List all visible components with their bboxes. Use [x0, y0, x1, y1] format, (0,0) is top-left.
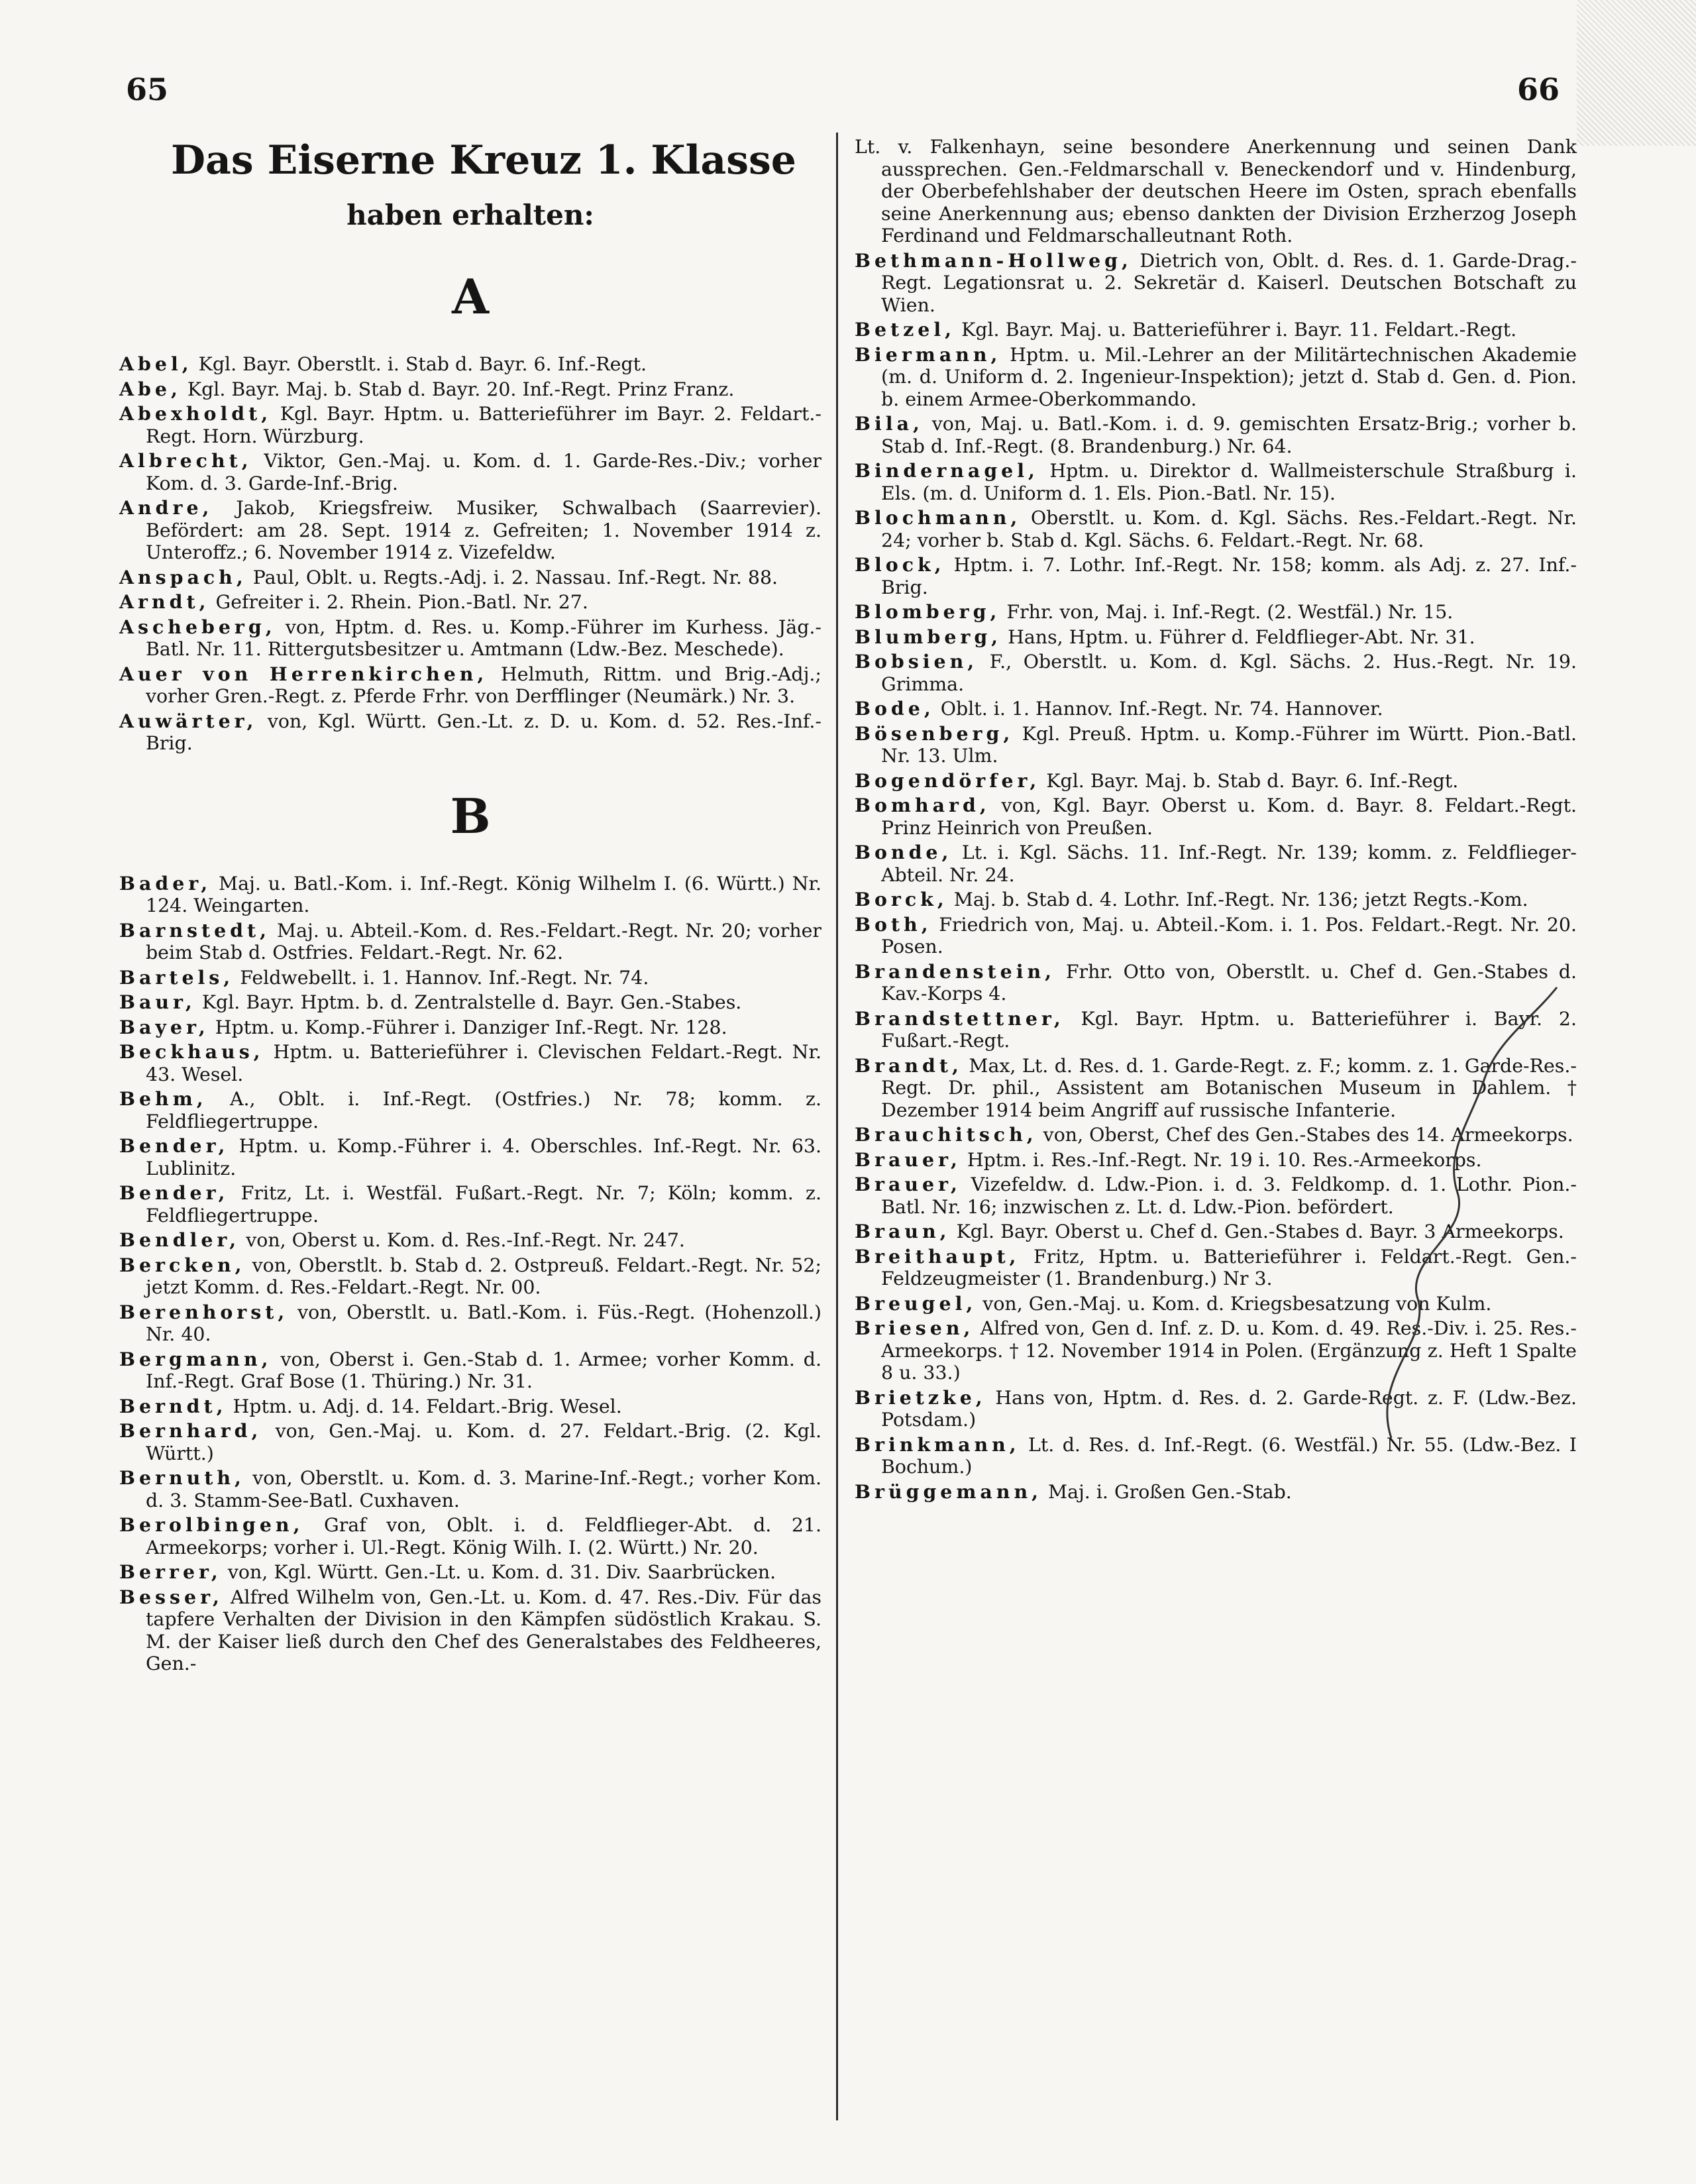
entry-text: Kgl. Bayr. Maj. u. Batterieführer i. Bayr. 11. Feldart.-Regt.	[961, 319, 1517, 341]
entry	[119, 403, 822, 447]
entry-name: Brauchitsch,	[855, 1123, 1037, 1146]
entry-text: Helmuth, Rittm. und Brig.-Adj.; vorher Gren.-Regt. z. Pferde Frhr. von Derfflinger (Neumärk.) Nr. 3.	[146, 663, 822, 707]
entry-text: Kgl. Bayr. Maj. b. Stab d. Bayr. 20. Inf.-Regt. Prinz Franz.	[187, 378, 735, 400]
entry-text: Gefreiter i. 2. Rhein. Pion.-Batl. Nr. 27.	[215, 591, 588, 613]
entry-text: Graf von, Oblt. i. d. Feldflieger-Abt. d. 21. Armeekorps; vorher i. Ul.-Regt. König Wilh. I. (2. Württ.) Nr. 20.	[146, 1514, 822, 1558]
entry	[119, 1348, 822, 1393]
entry-name: Betzel,	[855, 318, 956, 341]
entry-text: Fritz, Lt. i. Westfäl. Fußart.-Regt. Nr. 7; Köln; komm. z. Feldfliegertruppe.	[146, 1182, 822, 1227]
entry-name: Bösenberg,	[855, 722, 1014, 745]
entry-name: Bila,	[855, 412, 924, 435]
entry-name: Brauer,	[855, 1173, 961, 1195]
entry-name: Berolbingen,	[119, 1513, 304, 1536]
page-subtitle: haben erhalten:	[346, 199, 594, 231]
entry-name: Anspach,	[119, 565, 247, 588]
entry-name: Bomhard,	[855, 794, 990, 816]
entry-text: Kgl. Bayr. Hptm. u. Batterieführer im Bayr. 2. Feldart.-Regt. Horn. Würzburg.	[146, 403, 822, 447]
section-letter-a: A	[452, 268, 489, 325]
entry-name: Bernuth,	[119, 1466, 245, 1489]
entry	[119, 1254, 822, 1299]
entry-text: von, Kgl. Württ. Gen.-Lt. z. D. u. Kom. d. 52. Res.-Inf.-Brig.	[146, 710, 822, 754]
page-number-left: 65	[126, 72, 169, 107]
entry-text: Maj. u. Abteil.-Kom. d. Res.-Feldart.-Regt. Nr. 20; vorher beim Stab d. Ostfries. Feldart.-Regt. Nr. 62.	[146, 919, 822, 963]
entry	[855, 914, 1577, 958]
entry-text: von, Oberstlt. b. Stab d. 2. Ostpreuß. Feldart.-Regt. Nr. 52; jetzt Komm. d. Res.-Feldart.-Regt. Nr. 00.	[146, 1254, 822, 1298]
entry-name: Bender,	[119, 1181, 229, 1204]
entry-text: von, Oberstlt. u. Kom. d. 3. Marine-Inf.-Regt.; vorher Kom. d. 3. Stamm-See-Batl. Cuxhaven.	[146, 1467, 822, 1511]
entry-name: Brandstettner,	[855, 1007, 1065, 1030]
entry-text: A., Oblt. i. Inf.-Regt. (Ostfries.) Nr. 78; komm. z. Feldfliegertruppe.	[146, 1088, 822, 1132]
entry-text: Kgl. Bayr. Oberst u. Chef d. Gen.-Stabes d. Bayr. 3 Armeekorps.	[956, 1221, 1564, 1242]
entry-text: F., Oberstlt. u. Kom. d. Kgl. Sächs. 2. Hus.-Regt. Nr. 19. Grimma.	[881, 651, 1577, 695]
entry-name: Bogendörfer,	[855, 769, 1041, 792]
entry-text: von, Gen.-Maj. u. Kom. d. 27. Feldart.-Brig. (2. Kgl. Württ.)	[146, 1420, 822, 1464]
entry-text: Hptm. u. Komp.-Führer i. Danziger Inf.-Regt. Nr. 128.	[215, 1016, 727, 1038]
entry-name: Bernhard,	[119, 1419, 262, 1442]
entry	[855, 651, 1577, 695]
entry-text: Hptm. i. 7. Lothr. Inf.-Regt. Nr. 158; komm. als Adj. z. 27. Inf.-Brig.	[881, 554, 1577, 598]
entry	[855, 1481, 1577, 1503]
entry-name: Andre,	[119, 496, 213, 519]
entry-text: Kgl. Preuß. Hptm. u. Komp.-Führer im Württ. Pion.-Batl. Nr. 13. Ulm.	[881, 722, 1577, 767]
entry-text: Hans von, Hptm. d. Res. d. 2. Garde-Regt. z. F. (Ldw.-Bez. Potsdam.)	[881, 1386, 1577, 1431]
entry-name: Bode,	[855, 697, 935, 720]
entry-text: Maj. b. Stab d. 4. Lothr. Inf.-Regt. Nr. 136; jetzt Regts.-Kom.	[953, 889, 1528, 910]
entry	[119, 1514, 822, 1558]
entry	[119, 873, 822, 917]
entry-name: Auer von Herrenkirchen,	[119, 662, 488, 685]
entry	[855, 250, 1577, 317]
entry	[855, 770, 1577, 792]
entry-text: Frhr. von, Maj. i. Inf.-Regt. (2. Westfäl.) Nr. 15.	[1006, 601, 1454, 623]
entry	[119, 1420, 822, 1464]
entry-text: Paul, Oblt. u. Regts.-Adj. i. 2. Nassau. Inf.-Regt. Nr. 88.	[252, 566, 778, 588]
entry-name: Auwärter,	[119, 709, 258, 732]
entry-name: Bartels,	[119, 965, 235, 989]
entry	[855, 889, 1577, 911]
entry-name: Berenhorst,	[119, 1300, 289, 1323]
entry	[119, 1561, 822, 1584]
entry-name: Biermann,	[855, 343, 1002, 366]
entry-text: von, Oberst, Chef des Gen.-Stabes des 14. Armeekorps.	[1043, 1124, 1573, 1146]
entry-name: Bergmann,	[119, 1347, 272, 1370]
entry	[119, 710, 822, 755]
entry	[119, 967, 822, 989]
entry	[855, 344, 1577, 411]
entry	[855, 698, 1577, 720]
entry-name: Breugel,	[855, 1291, 977, 1315]
entry	[119, 1586, 822, 1675]
entry-text: Lt. d. Res. d. Inf.-Regt. (6. Westfäl.) Nr. 55. (Ldw.-Bez. I Bochum.)	[881, 1433, 1577, 1478]
entry-text: Frhr. Otto von, Oberstlt. u. Chef d. Gen.-Stabes d. Kav.-Korps 4.	[881, 960, 1577, 1005]
entry-text: Hptm. u. Mil.-Lehrer an der Militärtechnischen Akademie (m. d. Uniform d. 2. Ingenieur-Inspektion); jetzt d. Stab d. Gen. d. Pion. b. einem Armee-Oberkommando.	[881, 343, 1577, 410]
entry-name: Albrecht,	[119, 449, 252, 472]
entry	[119, 591, 822, 614]
entry-text: Maj. i. Großen Gen.-Stab.	[1048, 1480, 1292, 1503]
left-column	[119, 136, 822, 1678]
entry	[119, 616, 822, 661]
entry-text: Lt. i. Kgl. Sächs. 11. Inf.-Regt. Nr. 139; komm. z. Feldflieger-Abteil. Nr. 24.	[881, 842, 1577, 886]
entry	[855, 460, 1577, 504]
entry-text: von, Hptm. d. Res. u. Komp.-Führer im Kurhess. Jäg.-Batl. Nr. 11. Rittergutsbesitzer u. Amtmann (Ldw.-Bez. Meschede).	[146, 616, 822, 660]
entry	[855, 136, 1577, 247]
entry-name: Briesen,	[855, 1317, 975, 1339]
entry-name: Baur,	[119, 991, 196, 1013]
entry	[119, 991, 822, 1014]
entry-text: Oblt. i. 1. Hannov. Inf.-Regt. Nr. 74. Hannover.	[940, 698, 1383, 720]
entry-text: Friedrich von, Maj. u. Abteil.-Kom. i. 1. Pos. Feldart.-Regt. Nr. 20. Posen.	[881, 913, 1577, 957]
entry-name: Behm,	[119, 1087, 207, 1110]
entry-name: Abexholdt,	[119, 402, 272, 425]
entry	[855, 626, 1577, 649]
entry-text: Max, Lt. d. Res. d. 1. Garde-Regt. z. F.; komm. z. 1. Garde-Res.-Regt. Dr. phil., Assistent am Botanischen Museum in Dahlem. † Dezember 1914 beim Angriff auf russische Infanterie.	[881, 1054, 1577, 1121]
entry	[119, 663, 822, 708]
entry	[119, 1016, 822, 1039]
entry-name: Beckhaus,	[119, 1040, 264, 1063]
entry	[855, 842, 1577, 886]
entry	[119, 1467, 822, 1511]
entry	[855, 601, 1577, 624]
entry-name: Both,	[855, 912, 932, 936]
entry-name: Berrer,	[119, 1560, 222, 1583]
entry-text: Hptm. u. Direktor d. Wallmeisterschule Straßburg i. Els. (m. d. Uniform d. 1. Els. Pion.-Batl. Nr. 15).	[881, 460, 1577, 504]
entry-text: von, Oberst u. Kom. d. Res.-Inf.-Regt. Nr. 247.	[246, 1229, 685, 1251]
entry-name: Brandt,	[855, 1054, 963, 1077]
entry-name: Bendler,	[119, 1228, 240, 1251]
entry-text: Kgl. Bayr. Hptm. b. d. Zentralstelle d. Bayr. Gen.-Stabes.	[201, 991, 742, 1013]
entry-text: Viktor, Gen.-Maj. u. Kom. d. 1. Garde-Res.-Div.; vorher Kom. d. 3. Garde-Inf.-Brig.	[146, 450, 822, 494]
entry-name: Bobsien,	[855, 650, 979, 673]
entry-text: Alfred Wilhelm von, Gen.-Lt. u. Kom. d. 47. Res.-Div. Für das tapfere Verhalten der Division in den Kämpfen südöstlich Krakau. S. M. der Kaiser ließ durch den Chef des Generalstabes des Feldheeres, Gen.-	[146, 1586, 822, 1674]
entry-name: Blomberg,	[855, 600, 1001, 623]
entry	[855, 794, 1577, 839]
section-letter-b: B	[450, 787, 491, 844]
entry	[855, 507, 1577, 551]
page-title: Das Eiserne Kreuz 1. Klasse	[171, 137, 796, 184]
entry-list-a	[119, 353, 822, 755]
entry-list-b	[119, 873, 822, 1675]
entry-text: Hans, Hptm. u. Führer d. Feldflieger-Abt. Nr. 31.	[1008, 626, 1475, 648]
entry	[119, 1088, 822, 1132]
entry-name: Brauer,	[855, 1148, 961, 1171]
page-number-right: 66	[1517, 72, 1560, 107]
entry-text: von, Gen.-Maj. u. Kom. d. Kriegsbesatzung von Kulm.	[982, 1292, 1492, 1315]
entry-name: Bonde,	[855, 841, 953, 863]
entry	[119, 567, 822, 589]
entry	[119, 353, 822, 376]
entry-name: Bethmann-Hollweg,	[855, 248, 1132, 272]
entry	[119, 1182, 822, 1227]
entry-name: Bader,	[119, 871, 212, 895]
entry	[119, 1135, 822, 1179]
entry-name: Besser,	[119, 1585, 223, 1608]
entry-text: Kgl. Bayr. Maj. b. Stab d. Bayr. 6. Inf.-Regt.	[1046, 769, 1459, 792]
entry-name: Borck,	[855, 888, 948, 910]
entry-name: Abel,	[119, 353, 193, 375]
entry-text: von, Kgl. Bayr. Oberst u. Kom. d. Bayr. 8. Feldart.-Regt. Prinz Heinrich von Preußen.	[881, 794, 1577, 839]
entry	[119, 1395, 822, 1418]
entry-name: Brinkmann,	[855, 1433, 1020, 1456]
entry-name: Brüggemann,	[855, 1480, 1042, 1503]
paper-crease-mark	[1365, 981, 1564, 1445]
entry-name: Bercken,	[119, 1253, 246, 1276]
entry-text: Kgl. Bayr. Hptm. u. Batterieführer i. Bayr. 2. Fußart.-Regt.	[881, 1007, 1577, 1052]
entry-text: Vizefeldw. d. Ldw.-Pion. i. d. 3. Feldkomp. d. 1. Lothr. Pion.-Batl. Nr. 16; inzwischen z. Lt. d. Ldw.-Pion. befördert.	[881, 1174, 1577, 1218]
entry-text: von, Oberstlt. u. Batl.-Kom. i. Füs.-Regt. (Hohenzoll.) Nr. 40.	[146, 1301, 822, 1345]
entry	[855, 554, 1577, 598]
entry	[119, 1229, 822, 1252]
entry-name: Braun,	[855, 1220, 951, 1242]
entry-text: Dietrich von, Oblt. d. Res. d. 1. Garde-Drag.-Regt. Legationsrat u. 2. Sekretär d. Kaiserl. Deutschen Botschaft zu Wien.	[881, 249, 1577, 316]
entry-text: von, Maj. u. Batl.-Kom. i. d. 9. gemischten Ersatz-Brig.; vorher b. Stab d. Inf.-Regt. (8. Brandenburg.) Nr. 64.	[881, 413, 1577, 457]
entry-name: Bender,	[119, 1134, 229, 1157]
entry-name: Block,	[855, 553, 945, 576]
entry-name: Ascheberg,	[119, 615, 276, 638]
entry-text: Alfred von, Gen d. Inf. z. D. u. Kom. d. 49. Res.-Div. i. 25. Res.-Armeekorps. † 12. November 1914 in Polen. (Ergänzung z. Heft 1 Spalte 8 u. 33.)	[881, 1317, 1577, 1384]
entry-text: Oberstlt. u. Kom. d. Kgl. Sächs. Res.-Feldart.-Regt. Nr. 24; vorher b. Stab d. Kgl. Sächs. 6. Feldart.-Regt. Nr. 68.	[881, 507, 1577, 551]
entry-text: von, Kgl. Württ. Gen.-Lt. u. Kom. d. 31. Div. Saarbrücken.	[227, 1561, 776, 1583]
entry-name: Blochmann,	[855, 506, 1022, 529]
entry-text: Hptm. i. Res.-Inf.-Regt. Nr. 19 i. 10. Res.-Armeekorps.	[967, 1148, 1482, 1171]
entry-name: Bindernagel,	[855, 459, 1039, 482]
entry-name: Bayer,	[119, 1015, 209, 1038]
entry	[119, 1041, 822, 1085]
column-divider	[836, 133, 838, 2120]
entry-name: Brietzke,	[855, 1386, 986, 1409]
entry-text: Feldwebellt. i. 1. Hannov. Inf.-Regt. Nr. 74.	[240, 966, 649, 989]
entry-name: Arndt,	[119, 590, 210, 613]
entry	[119, 450, 822, 494]
entry-text: Lt. v. Falkenhayn, seine besondere Anerkennung und seinen Dank aussprechen. Gen.-Feldmarschall v. Beneckendorf und v. Hindenburg, der Oberbefehlshaber der deutschen Heere im Osten, sprach ebenfalls seine Anerkennung aus; ebenso dankten der Division Erzherzog Joseph Ferdinand und Feldmarschalleutnant Roth.	[855, 136, 1577, 246]
entry-text: Fritz, Hptm. u. Batterieführer i. Feldart.-Regt. Gen.-Feldzeugmeister (1. Brandenburg.) Nr 3.	[881, 1245, 1577, 1289]
entry-name: Berndt,	[119, 1394, 227, 1417]
entry-name: Abe,	[119, 377, 182, 400]
entry-text: Hptm. u. Komp.-Führer i. 4. Oberschles. Inf.-Regt. Nr. 63. Lublinitz.	[146, 1135, 822, 1179]
entry	[119, 378, 822, 401]
entry-name: Breithaupt,	[855, 1244, 1020, 1268]
entry-name: Barnstedt,	[119, 918, 271, 942]
entry	[855, 413, 1577, 457]
entry	[855, 319, 1577, 341]
page-edge-bleed	[1577, 0, 1696, 146]
entry-text: von, Oberst i. Gen.-Stab d. 1. Armee; vorher Komm. d. Inf.-Regt. Graf Bose (1. Thüring.) Nr. 31.	[146, 1348, 822, 1392]
entry-text: Kgl. Bayr. Oberstlt. i. Stab d. Bayr. 6. Inf.-Regt.	[198, 353, 647, 375]
entry-text: Maj. u. Batl.-Kom. i. Inf.-Regt. König Wilhelm I. (6. Württ.) Nr. 124. Weingarten.	[146, 872, 822, 916]
entry-text: Jakob, Kriegsfreiw. Musiker, Schwalbach (Saarrevier). Befördert: am 28. Sept. 1914 z. Gefreiten; 1. November 1914 z. Unteroffz.; 6. November 1914 z. Vizefeldw.	[146, 497, 822, 563]
entry-name: Brandenstein,	[855, 959, 1056, 983]
entry-text: Hptm. u. Batterieführer i. Clevischen Feldart.-Regt. Nr. 43. Wesel.	[146, 1041, 822, 1085]
entry	[119, 497, 822, 564]
entry	[119, 1301, 822, 1346]
entry-text: Hptm. u. Adj. d. 14. Feldart.-Brig. Wesel.	[233, 1395, 622, 1417]
entry-name: Blumberg,	[855, 625, 1002, 648]
entry	[119, 920, 822, 964]
entry	[855, 723, 1577, 767]
